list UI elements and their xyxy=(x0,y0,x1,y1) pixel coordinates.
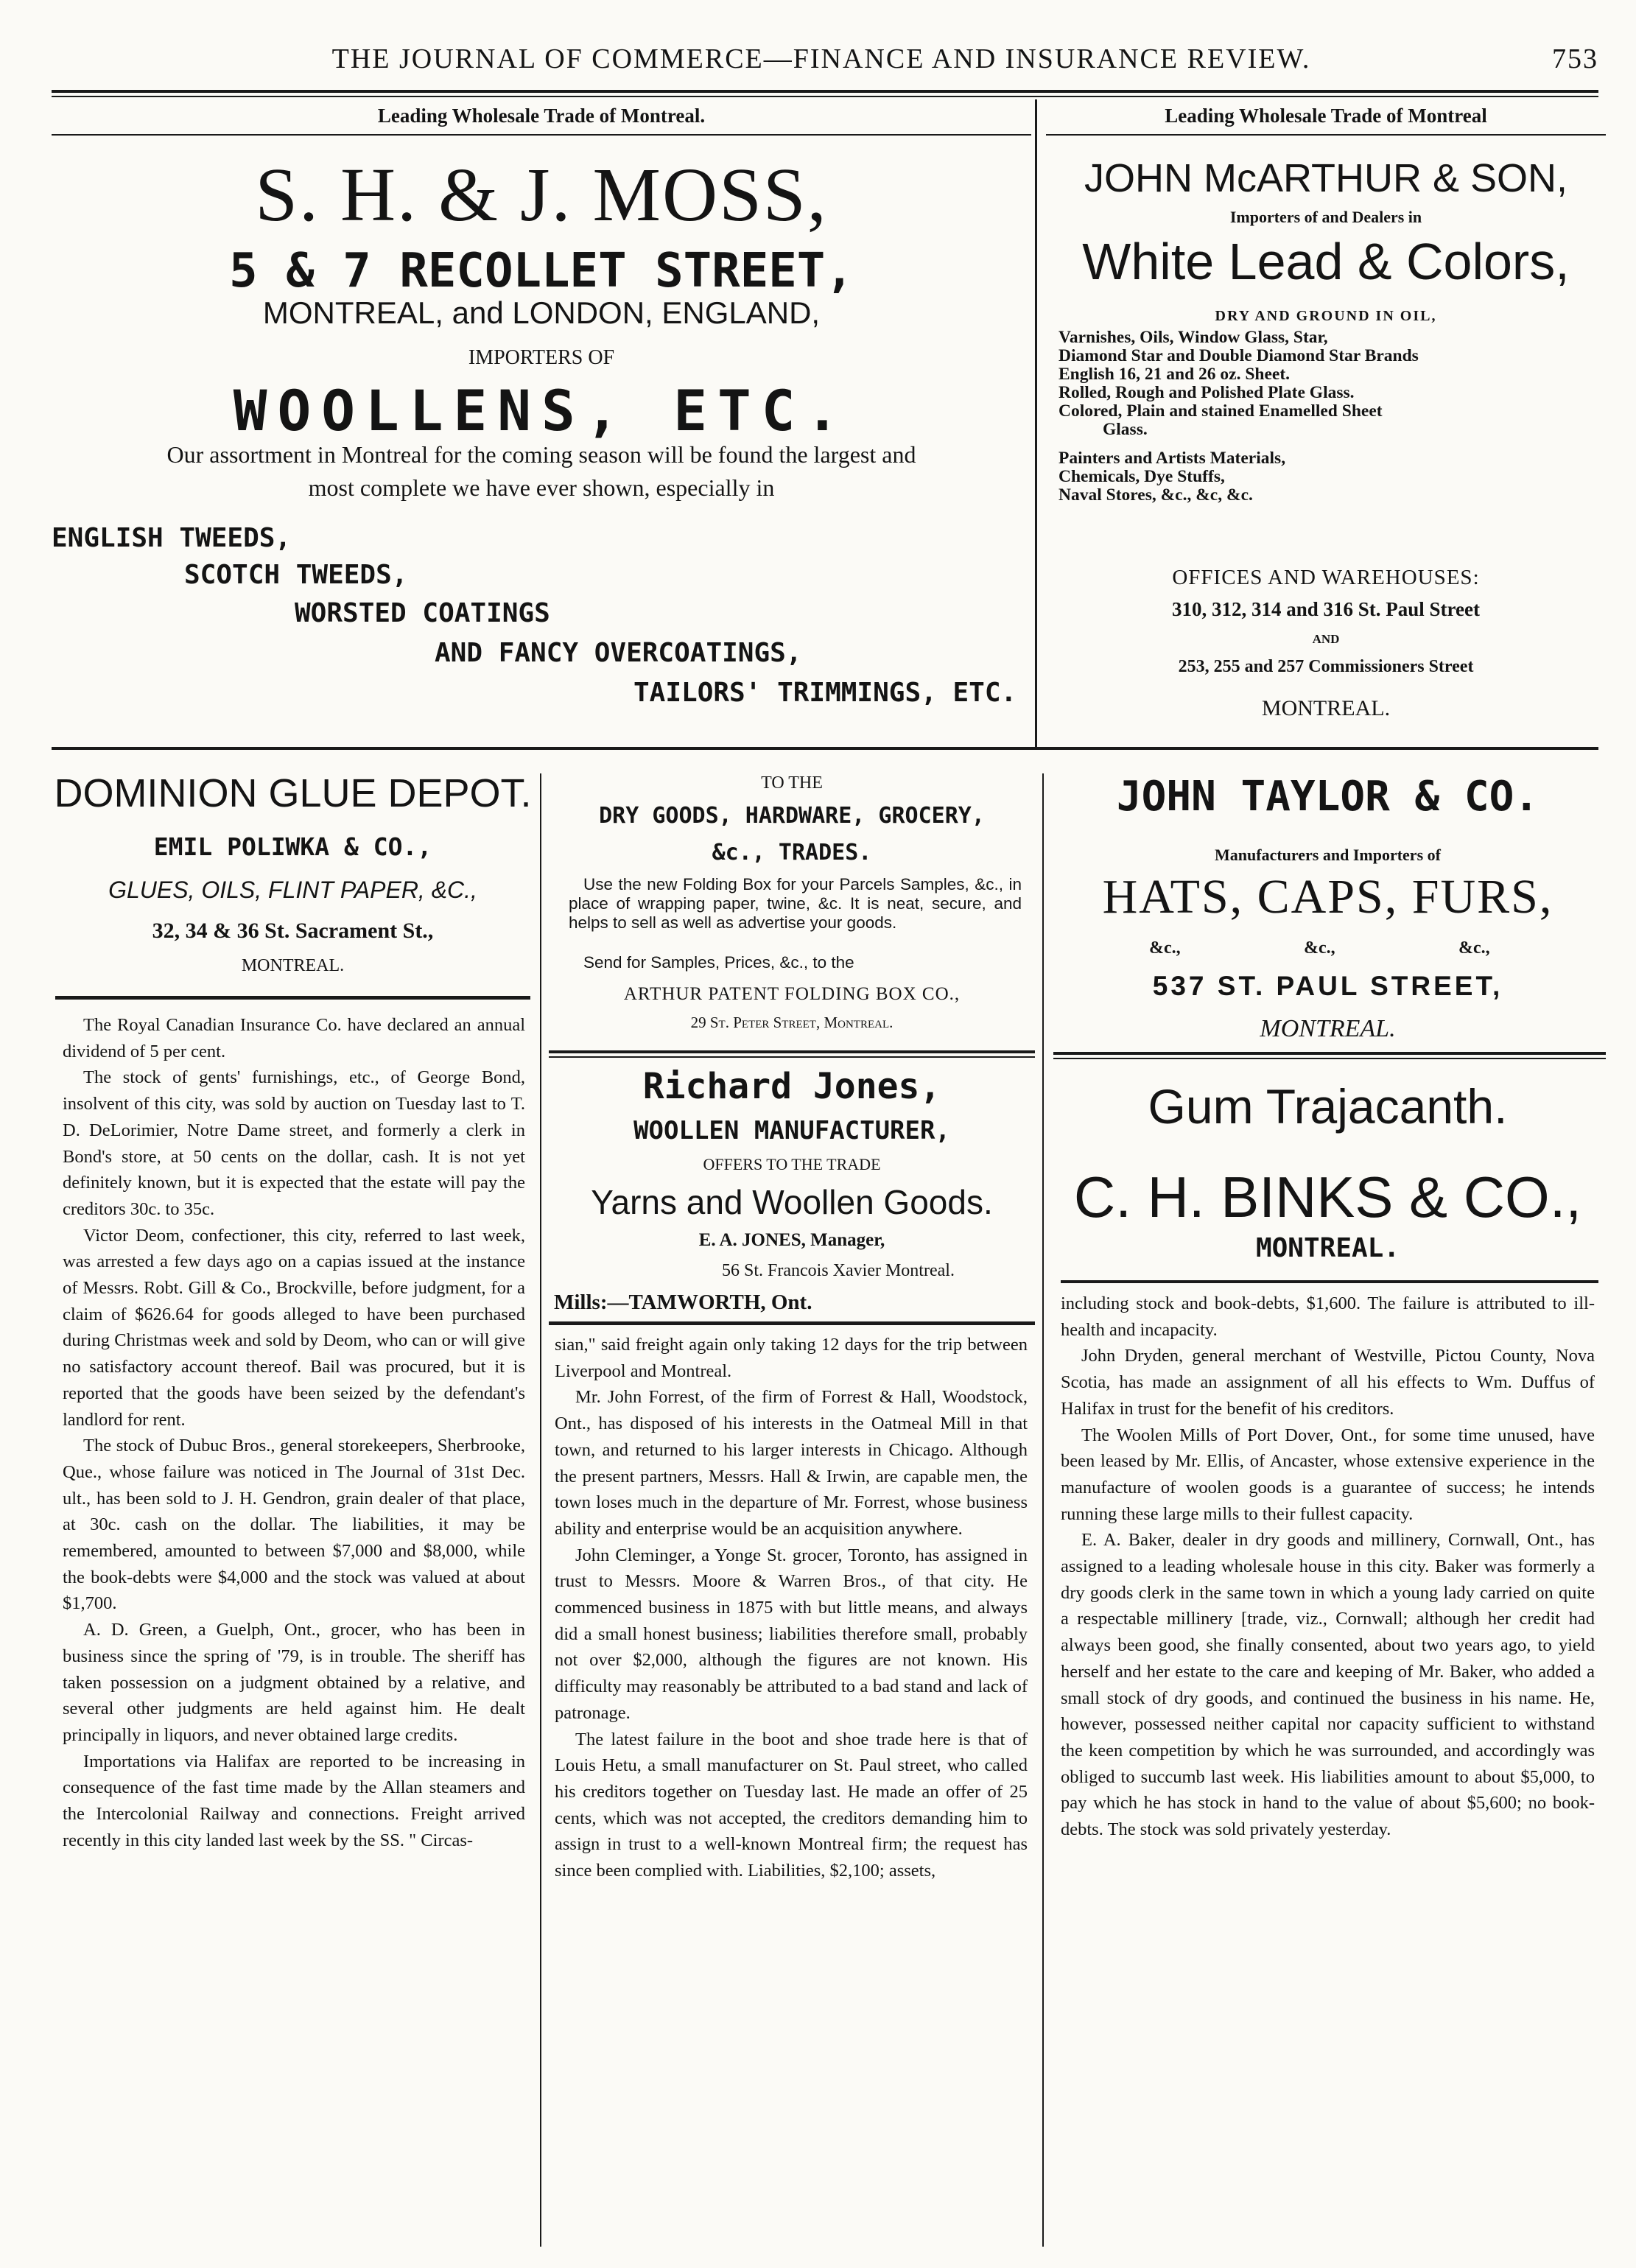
header-rule-thin xyxy=(52,96,1598,97)
mcarthur-line: Rolled, Rough and Polished Plate Glass. xyxy=(1059,383,1355,402)
mcarthur-line: English 16, 21 and 26 oz. Sheet. xyxy=(1059,365,1291,384)
glue-address: 32, 34 & 36 St. Sacrament St., xyxy=(152,919,434,943)
moss-cities: MONTREAL, and LONDON, ENGLAND, xyxy=(262,295,821,330)
top-divider xyxy=(1035,99,1037,748)
moss-name: S. H. & J. MOSS, xyxy=(255,152,828,237)
moss-importers: IMPORTERS OF xyxy=(468,346,615,369)
taylor-name: JOHN TAYLOR & CO. xyxy=(1116,773,1540,821)
box-body: Use the new Folding Box for your Parcels Samples, &c., in place of wrapping paper, twine, &c. It is neat, secure, and helps to sell as well as advertise your goods. xyxy=(569,875,1022,932)
column-divider-2 xyxy=(1042,773,1044,2247)
mcarthur-sub: Importers of and Dealers in xyxy=(1229,208,1422,226)
moss-item-5: TAILORS' TRIMMINGS, ETC. xyxy=(633,678,1017,708)
jones-mills: Mills:—TAMWORTH, Ont. xyxy=(554,1291,812,1314)
glue-city: MONTREAL. xyxy=(241,956,345,975)
moss-item-4: AND FANCY OVERCOATINGS, xyxy=(435,638,802,668)
glue-name: EMIL POLIWKA & CO., xyxy=(153,832,432,861)
mcarthur-addr-2: 253, 255 and 257 Commissioners Street xyxy=(1178,657,1474,676)
moss-item-2: SCOTCH TWEEDS, xyxy=(184,560,408,590)
mcarthur-lines xyxy=(1059,329,1604,505)
mcarthur-and: AND xyxy=(1312,632,1340,646)
mcarthur-city: MONTREAL. xyxy=(1261,696,1391,720)
mcarthur-line: Diamond Star and Double Diamond Star Brands xyxy=(1059,346,1419,365)
mcarthur-caption-rule xyxy=(1046,134,1606,136)
news-item: E. A. Baker, dealer in dry goods and millinery, Cornwall, Ont., has assigned to a leading wholesale house in this city. Baker was formerly a dry goods clerk in the same town in which a young lady carried on quite a respectable millinery [trade, viz., Cornwall; although her credit had always been good, she finally consented, about two years ago, to yield herself and her estate to the care and keeping of Mr. Baker, who added a small stock of dry goods, and continued the business in his name. He, however, possessed neither capital nor capacity sufficient to withstand the keen competition by which he was surrounded, and accordingly was obliged to succumb last week. His liabilities amount to about $5,000, to pay which he has stock in hand to the value of about $5,600; no book-debts. The stock was sold privately yesterday. xyxy=(1061,1530,1595,1840)
news-column-3 xyxy=(1061,1291,1595,1843)
jones-goods: Yarns and Woollen Goods. xyxy=(591,1183,993,1221)
taylor-sub: Manufacturers and Importers of xyxy=(1215,846,1441,864)
mcarthur-offices: OFFICES AND WAREHOUSES: xyxy=(1172,566,1480,589)
jones-offers: OFFERS TO THE TRADE xyxy=(703,1155,881,1173)
moss-desc-2: most complete we have ever shown, especially in xyxy=(308,474,775,501)
jones-rule xyxy=(549,1321,1035,1325)
binks-city: MONTREAL. xyxy=(1255,1233,1400,1263)
moss-caption: Leading Wholesale Trade of Montreal. xyxy=(377,105,706,127)
mcarthur-line: Painters and Artists Materials, xyxy=(1059,449,1286,468)
glue-title: DOMINION GLUE DEPOT. xyxy=(54,771,532,815)
column-divider-1 xyxy=(540,773,541,2247)
moss-street: 5 & 7 RECOLLET STREET, xyxy=(229,244,854,298)
news-item: A. D. Green, a Guelph, Ont., grocer, who has been in business since the spring of '79, is in trouble. The sheriff has taken possession on a judgment obtained by a relative, and several other judgments are held against him. He dealt principally in liquors, and never obtained large credits. xyxy=(63,1620,525,1745)
mcarthur-line: Varnishes, Oils, Window Glass, Star, xyxy=(1059,328,1328,347)
jones-name: Richard Jones, xyxy=(642,1066,941,1107)
news-item: The stock of Dubuc Bros., general storekeepers, Sherbrooke, Que., whose failure was noticed in The Journal of 31st Dec. ult., has been sold to J. H. Gendron, grain dealer of that place, at 30c. cash on the dollar. The liabilities, it may be remembered, amounted to between $7,000 and $8,000, while the book-debts were $4,000 and the stock was valued at about $1,700. xyxy=(63,1436,525,1614)
news-item: The Royal Canadian Insurance Co. have declared an annual dividend of 5 per cent. xyxy=(63,1015,525,1061)
binks-product: Gum Trajacanth. xyxy=(1148,1079,1508,1134)
box-rule xyxy=(549,1050,1035,1053)
box-company: ARTHUR PATENT FOLDING BOX CO., xyxy=(623,984,961,1004)
taylor-city: MONTREAL. xyxy=(1260,1015,1396,1042)
mcarthur-product: White Lead & Colors, xyxy=(1082,233,1570,290)
taylor-etc-1: &c., xyxy=(1149,938,1181,958)
news-item: The stock of gents' furnishings, etc., of George Bond, insolvent of this city, was sold by auction on Tuesday last to T. D. DeLorimier, Notre Dame street, and formerly a clerk in Bond's store, at 50 cents on the dollar, cash. It is not yet definitely known, but it is expected that the estate will pay the creditors 30c. to 35c. xyxy=(63,1067,525,1219)
glue-rule xyxy=(55,996,530,1000)
taylor-etc-2: &c., xyxy=(1304,938,1335,958)
binks-name: C. H. BINKS & CO., xyxy=(1073,1165,1582,1229)
header-rule xyxy=(52,90,1598,93)
jones-address: 56 St. Francois Xavier Montreal. xyxy=(722,1261,955,1280)
page-number: 753 xyxy=(1552,43,1598,74)
box-trades-2: &c., TRADES. xyxy=(712,840,872,866)
news-column-1 xyxy=(63,1012,525,1854)
news-item: sian," said freight again only taking 12 days for the trip between Liverpool and Montreal. xyxy=(555,1335,1028,1381)
taylor-rule xyxy=(1053,1052,1606,1055)
moss-item-3: WORSTED COATINGS xyxy=(295,598,550,628)
taylor-rule-thin xyxy=(1053,1058,1606,1059)
moss-desc-1: Our assortment in Montreal for the coming season will be found the largest and xyxy=(166,441,916,468)
mcarthur-line: Glass. xyxy=(1103,420,1148,439)
news-item: Mr. John Forrest, of the firm of Forrest & Hall, Woodstock, Ont., has disposed of his interests in the Oatmeal Mill in that town, and returned to his larger interests in Chicago. Although the present partners, Messrs. Hall & Irwin, are capable men, the town loses much in the departure of Mr. Forrest, whose business ability and enterprise would be an acquisition anywhere. xyxy=(555,1387,1028,1539)
taylor-etc-3: &c., xyxy=(1458,938,1490,958)
news-item: including stock and book-debts, $1,600. The failure is attributed to ill-health and incapacity. xyxy=(1061,1293,1595,1340)
mcarthur-dry: DRY AND GROUND IN OIL, xyxy=(1215,308,1437,324)
jones-title: WOOLLEN MANUFACTURER, xyxy=(633,1116,950,1145)
box-rule-thin xyxy=(549,1056,1035,1058)
box-address: 29 St. Peter Street, Montreal. xyxy=(690,1014,894,1031)
box-send: Send for Samples, Prices, &c., to the xyxy=(583,953,854,972)
journal-header xyxy=(44,43,1598,75)
journal-title: THE JOURNAL OF COMMERCE—FINANCE AND INSURANCE REVIEW. xyxy=(331,43,1311,74)
news-item: John Dryden, general merchant of Westville, Pictou County, Nova Scotia, has made an assignment of all his effects to Wm. Duffus of Halifax in trust for the benefit of his creditors. xyxy=(1061,1346,1595,1419)
moss-caption-rule xyxy=(52,134,1031,136)
mcarthur-name: JOHN McARTHUR & SON, xyxy=(1084,156,1568,200)
box-to-the: TO THE xyxy=(761,773,823,793)
news-item: The latest failure in the boot and shoe trade here is that of Louis Hetu, a small manufacturer on St. Paul street, who called his creditors together on Tuesday last. He made an offer of 25 cents, which was not accepted, the creditors demanding him to assign in trust to a well-known Montreal firm; the request has since been complied with. Liabilities, $2,100; assets, xyxy=(555,1729,1028,1881)
news-item: Importations via Halifax are reported to be increasing in consequence of the fast time made by the Allan steamers and the Intercolonial Railway and connections. Freight arrived recently in this city landed last week by the SS. " Circas- xyxy=(63,1751,525,1850)
news-item: John Cleminger, a Yonge St. grocer, Toronto, has assigned in trust to Messrs. Moore & Warren Bros., of that city. He commenced business in 1875 with but little means, and always did a small honest business; liabilities therefore small, probably not over $2,000, although the figures are not known. His difficulty may reasonably be attributed to a bad stand and lack of patronage. xyxy=(555,1545,1028,1723)
mcarthur-caption: Leading Wholesale Trade of Montreal xyxy=(1165,105,1487,127)
news-item: The Woolen Mills of Port Dover, Ont., for some time unused, have been leased by Mr. Ellis, of Ancaster, whose extensive experience in the manufacture of woolen goods is a guarantee of success; he intends running these large mills to their fullest capacity. xyxy=(1061,1425,1595,1524)
news-item: Victor Deom, confectioner, this city, referred to last week, was arrested a few days ago on a capias issued at the instance of Messrs. Robt. Gill & Co., Brockville, before judgment, for a claim of $626.64 for goods alleged to have been purchased during Christmas week and sold by Deom, who can or will give no satisfactory account thereof. Bail was procured, but it is reported that the goods have been seized by the defendant's landlord for rent. xyxy=(63,1225,525,1430)
mcarthur-line: Colored, Plain and stained Enamelled Sheet xyxy=(1059,401,1383,421)
glue-goods: GLUES, OILS, FLINT PAPER, &C., xyxy=(108,877,477,903)
mcarthur-addr-1: 310, 312, 314 and 316 St. Paul Street xyxy=(1171,598,1480,620)
news-column-2 xyxy=(555,1332,1028,1884)
taylor-goods: HATS, CAPS, FURS, xyxy=(1102,870,1554,924)
taylor-address: 537 ST. PAUL STREET, xyxy=(1152,971,1503,1001)
moss-item-1: ENGLISH TWEEDS, xyxy=(52,523,292,553)
moss-goods: WOOLLENS, ETC. xyxy=(233,378,850,443)
mcarthur-line: Chemicals, Dye Stuffs, xyxy=(1059,467,1225,486)
section-rule xyxy=(52,747,1598,750)
binks-rule xyxy=(1061,1280,1598,1283)
box-trades: DRY GOODS, HARDWARE, GROCERY, xyxy=(599,803,985,829)
mcarthur-line: Naval Stores, &c., &c, &c. xyxy=(1059,485,1253,505)
jones-manager: E. A. JONES, Manager, xyxy=(698,1230,885,1250)
